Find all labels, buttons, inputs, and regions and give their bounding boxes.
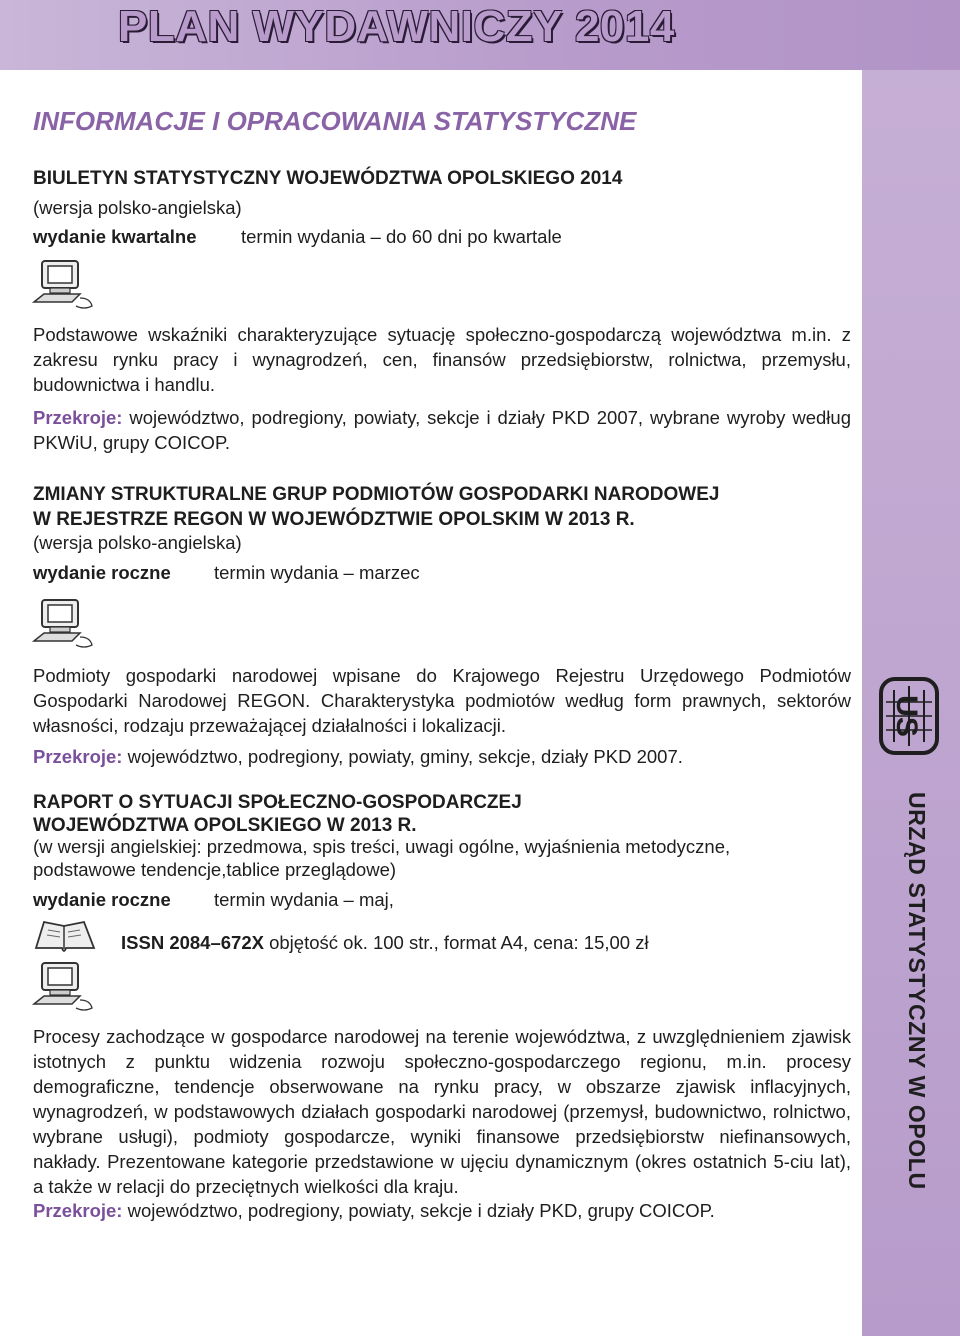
pub3-edition-row xyxy=(33,887,394,912)
pub2-title-line2: W REJESTRZE REGON W WOJEWÓDZTWIE OPOLSKIM W 2013 R. xyxy=(33,509,635,530)
pub3-edition-label: wydanie roczne xyxy=(33,889,171,910)
pub3-description: Procesy zachodzące w gospodarce narodowej na terenie województwa, z uwzględnieniem zjawisk istotnych z punktu widzenia rozwoju społeczno-gospodarczego regionu, m.in. procesy demograficzne, tendencje obserwowane na rynku pracy, w obszarze zjawisk inflacyjnych, wynagrodzeń, w podstawowych działach gospodarki narodowej (przemysł, budownictwo, rolnictwo, wybrane usługi), podmioty gospodarcze, wyniki finansowe przedsiębiorstw niefinansowych, nakłady. Prezentowane kategorie przedstawione w ujęciu dynamicznym (okres ostatnich 5-ciu lat), a także w relacji do przeciętnych wielkości dla kraju. xyxy=(33,1026,851,1197)
pub1-deadline: termin wydania – do 60 dni po kwartale xyxy=(241,226,562,247)
computer-icon xyxy=(32,597,98,651)
us-stat-logo xyxy=(878,676,940,756)
pub3-title-line1: RAPORT O SYTUACJI SPOŁECZNO-GOSPODARCZEJ xyxy=(33,792,522,813)
pub1-edition-row xyxy=(33,224,562,249)
pub3-przekroje-text: województwo, podregiony, powiaty, sekcje i działy PKD, grupy COICOP. xyxy=(122,1200,715,1221)
pub1-title: BIULETYN STATYSTYCZNY WOJEWÓDZTWA OPOLSKIEGO 2014 xyxy=(33,168,623,189)
pub2-edition-row xyxy=(33,560,420,585)
pub2-przekroje-text: województwo, podregiony, powiaty, gminy, sekcje, działy PKD 2007. xyxy=(122,746,683,767)
pub2-title-line1: ZMIANY STRUKTURALNE GRUP PODMIOTÓW GOSPODARKI NARODOWEJ xyxy=(33,484,720,505)
pub3-przekroje xyxy=(33,1198,851,1223)
pub3-version-line2: podstawowe tendencje,tablice przeglądowe) xyxy=(33,859,397,880)
pub2-version: (wersja polsko-angielska) xyxy=(33,532,242,553)
pub3-title-line2: WOJEWÓDZTWA OPOLSKIEGO W 2013 R. xyxy=(33,815,417,836)
pub2-description: Podmioty gospodarki narodowej wpisane do Krajowego Rejestru Urzędowego Podmiotów Gospodarki Narodowej REGON. Charakterystyka podmiotów według form prawnych, sektorów własności, rodzaju przeważającej działalności i lokalizacji. xyxy=(33,665,851,736)
pub1-description: Podstawowe wskaźniki charakteryzujące sytuację społeczno-gospodarczą województwa m.in. z zakresu rynku pracy i wynagrodzeń, cen, finansów przedsiębiorstw, rolnictwa, przemysłu, budownictwa i handlu. xyxy=(33,324,851,395)
pub1-przekroje xyxy=(33,405,851,455)
pub3-version-line1: (w wersji angielskiej: przedmowa, spis treści, uwagi ogólne, wyjaśnienia metodyczne, xyxy=(33,836,731,857)
pub3-print-info xyxy=(121,930,649,955)
pub2-edition-label: wydanie roczne xyxy=(33,562,171,583)
svg-text:US: US xyxy=(890,695,923,737)
page-title: PLAN WYDAWNICZY 2014 xyxy=(118,2,675,51)
pub3-przekroje-label: Przekroje: xyxy=(33,1200,123,1221)
section-heading: INFORMACJE I OPRACOWANIA STATYSTYCZNE xyxy=(33,106,637,136)
institution-vertical-text: URZĄD STATYSTYCZNY W OPOLU xyxy=(904,792,930,1190)
pub2-deadline: termin wydania – marzec xyxy=(214,562,420,583)
pub2-przekroje xyxy=(33,744,851,769)
computer-icon xyxy=(32,258,98,312)
pub3-deadline: termin wydania – maj, xyxy=(214,889,394,910)
pub1-version: (wersja polsko-angielska) xyxy=(33,197,242,218)
computer-icon xyxy=(32,960,98,1014)
pub3-details: objętość ok. 100 str., format A4, cena: 15,00 zł xyxy=(269,932,649,953)
pub2-przekroje-label: Przekroje: xyxy=(33,746,123,767)
pub1-edition-label: wydanie kwartalne xyxy=(33,226,197,247)
book-icon xyxy=(32,918,98,952)
pub3-issn: ISSN 2084–672X xyxy=(121,932,264,953)
pub1-przekroje-label: Przekroje: xyxy=(33,407,123,428)
pub1-przekroje-text: województwo, podregiony, powiaty, sekcje i działy PKD 2007, wybrane wyroby według PKWiU, grupy COICOP. xyxy=(33,407,851,453)
